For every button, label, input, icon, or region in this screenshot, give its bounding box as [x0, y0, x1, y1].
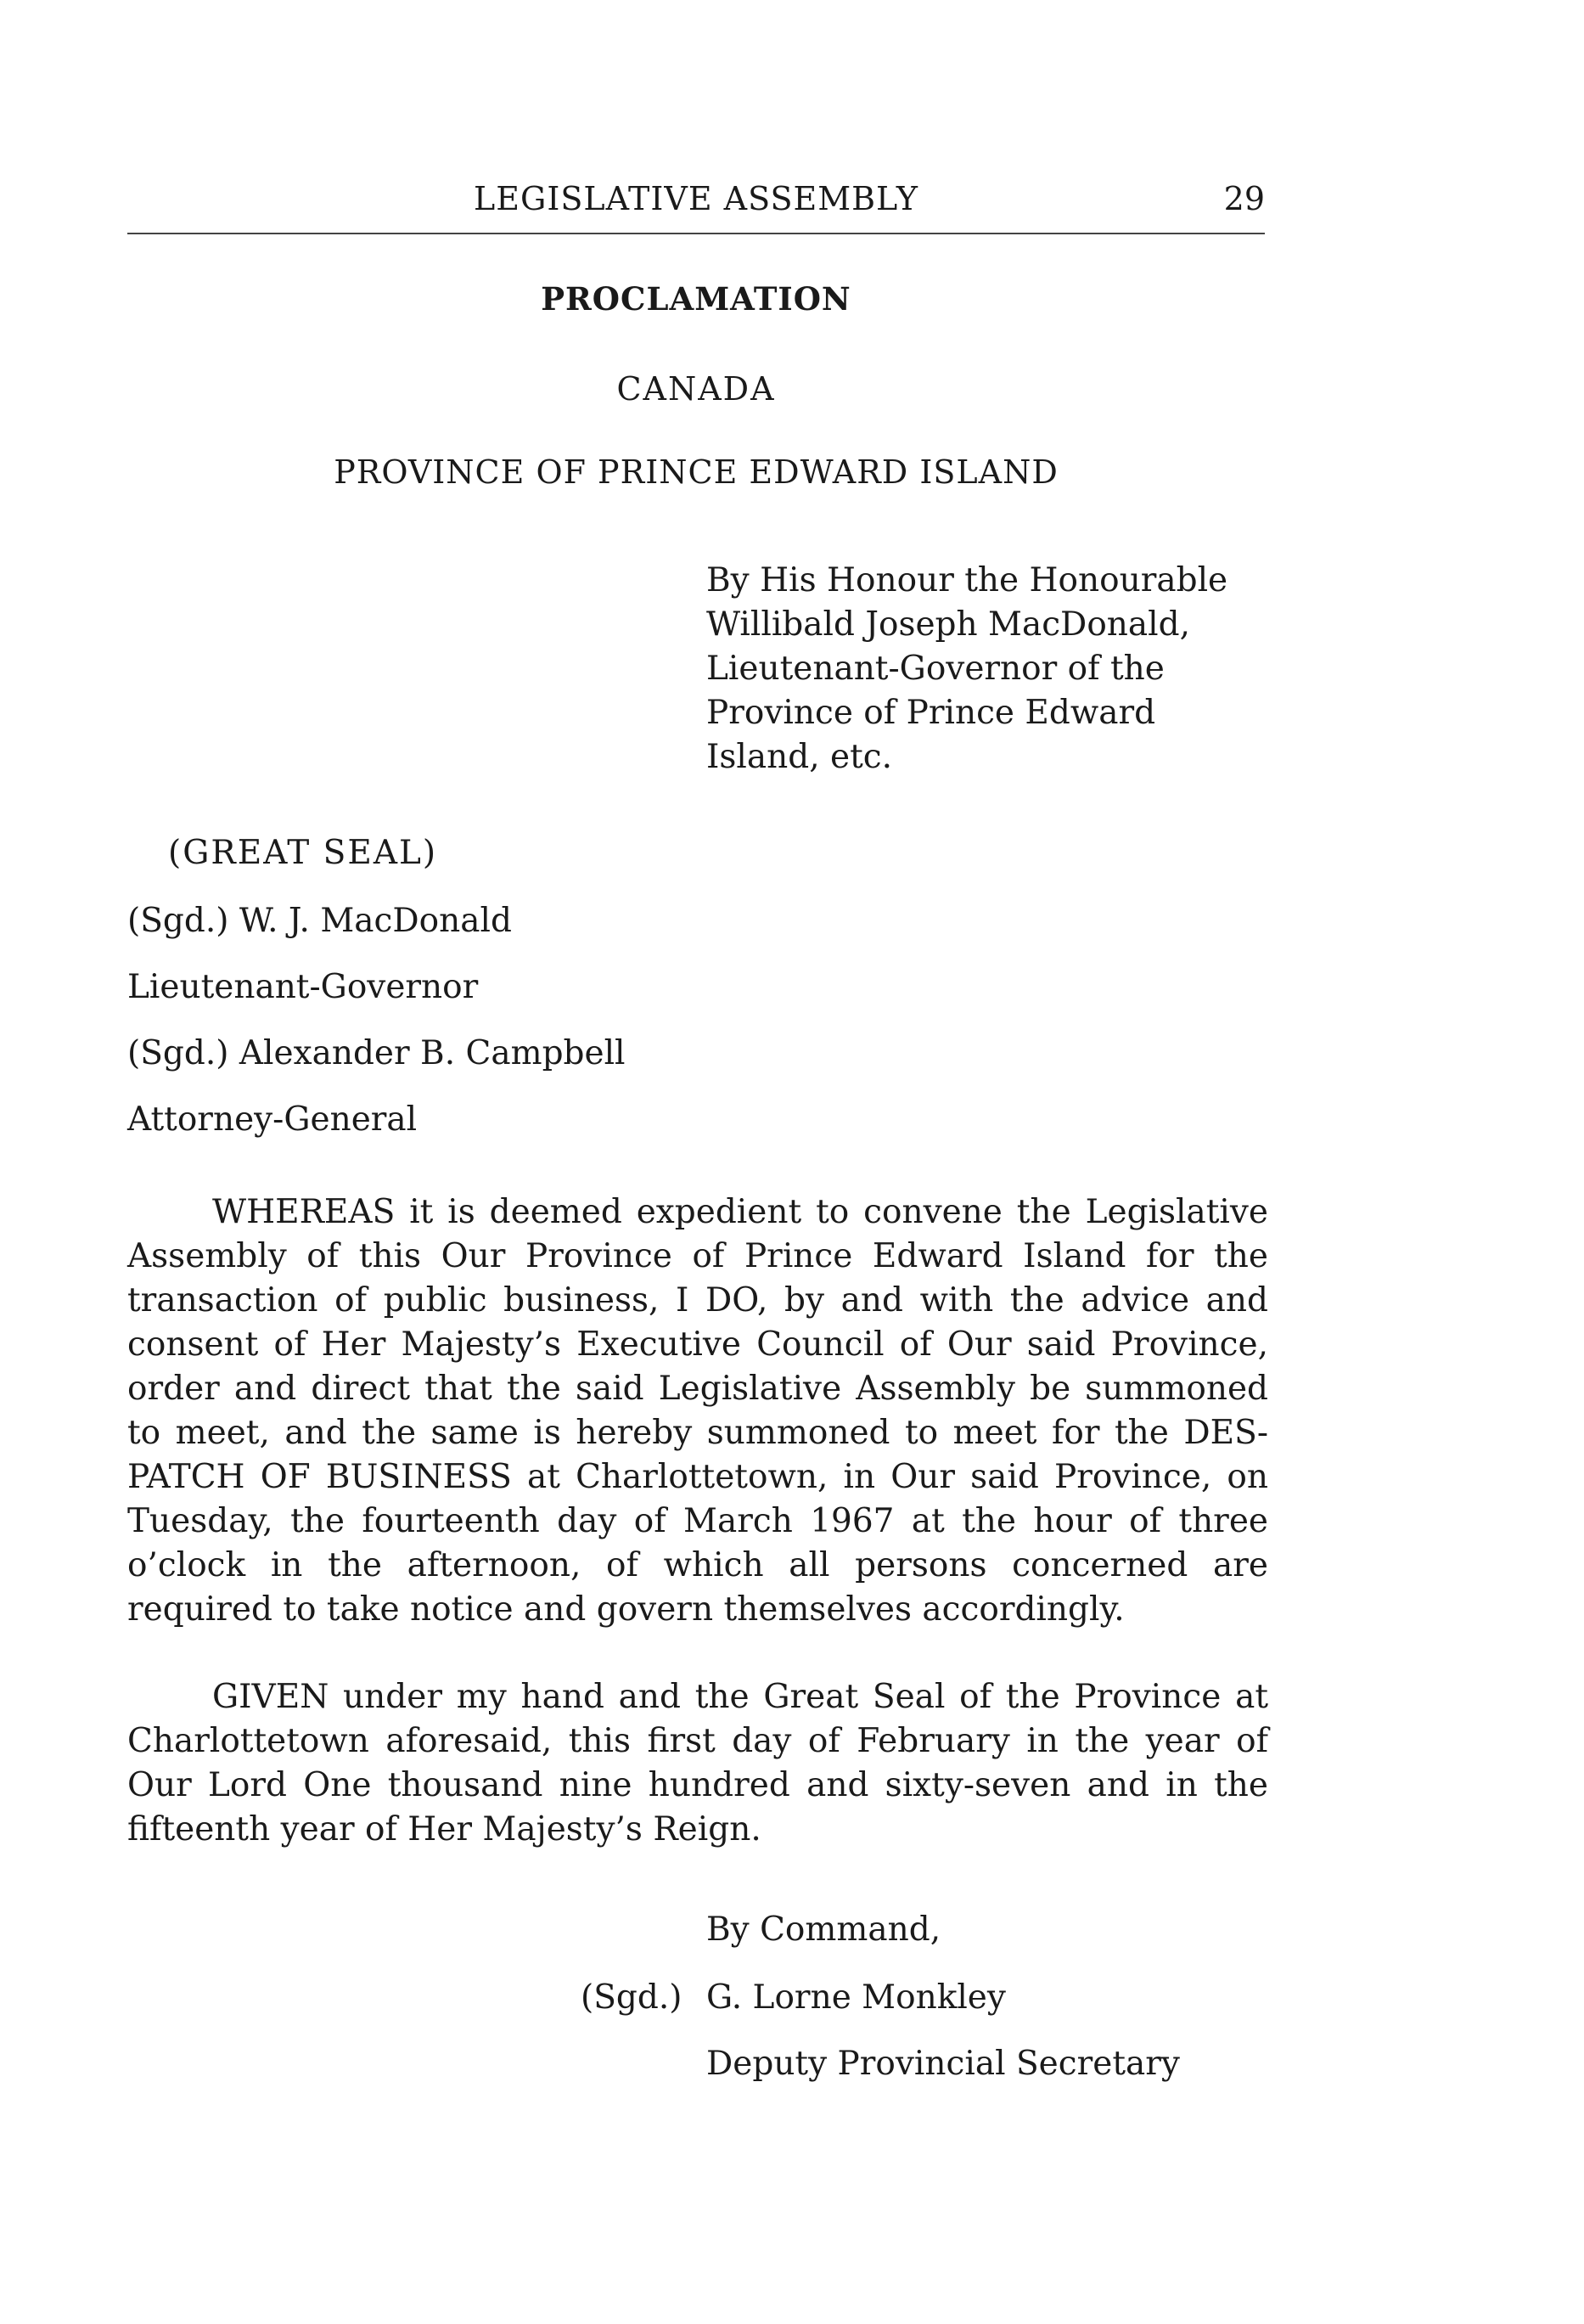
province-heading: PROVINCE OF PRINCE EDWARD ISLAND [334, 453, 1059, 491]
honour-line: Lieutenant-Governor of the [706, 650, 1165, 688]
honour-block [706, 559, 1267, 779]
country-heading: CANADA [616, 370, 776, 408]
secretary-title: Deputy Provincial Secretary [706, 2045, 1180, 2083]
secretary-signature: G. Lorne Monkley [706, 1978, 1006, 2017]
honour-line: By His Honour the Honourable [706, 561, 1228, 599]
running-title: LEGISLATIVE ASSEMBLY [474, 180, 918, 217]
governor-signature: (Sgd.) W. J. MacDonald [127, 902, 512, 940]
honour-line: Province of Prince Edward [706, 694, 1156, 732]
attorney-general-signature: (Sgd.) Alexander B. Campbell [127, 1034, 626, 1072]
secretary-sgd-prefix: (Sgd.) [581, 1978, 682, 2017]
great-seal-label: (GREAT SEAL) [168, 834, 438, 872]
given-paragraph: GIVEN under my hand and the Great Seal of the Province at Charlottetown aforesaid, this first day of February in the year of Our Lord One thousand nine hundred and sixty-seven and in the fifteenth year of Her Majesty’s Reign. [127, 1678, 1268, 1849]
page-number: 29 [1223, 180, 1265, 217]
proclamation-heading: PROCLAMATION [541, 280, 851, 318]
whereas-paragraph: WHEREAS it is deemed expedient to convene the Legislative Assembly of this Our Province of Prince Edward Island for the transaction of public business, I DO, by and with the advice and consent of Her Majesty’s Executive Council of Our said Province, order and direct that the said Legislative Assembly be summoned to meet, and the same is hereby summoned to meet for the DESPATCH OF BUSINESS at Charlottetown, in Our said Province, on Tuesday, the fourteenth day of March 1967 at the hour of three o’clock in the afternoon, of which all persons concerned are required to take notice and govern themselves accordingly. [127, 1193, 1268, 1629]
attorney-general-title: Attorney-General [127, 1100, 418, 1139]
governor-title: Lieutenant-Governor [127, 968, 479, 1006]
honour-line: Island, etc. [706, 738, 893, 776]
running-header [127, 177, 1265, 234]
honour-line: Willibald Joseph MacDonald, [706, 605, 1191, 644]
by-command-label: By Command, [706, 1910, 941, 1949]
